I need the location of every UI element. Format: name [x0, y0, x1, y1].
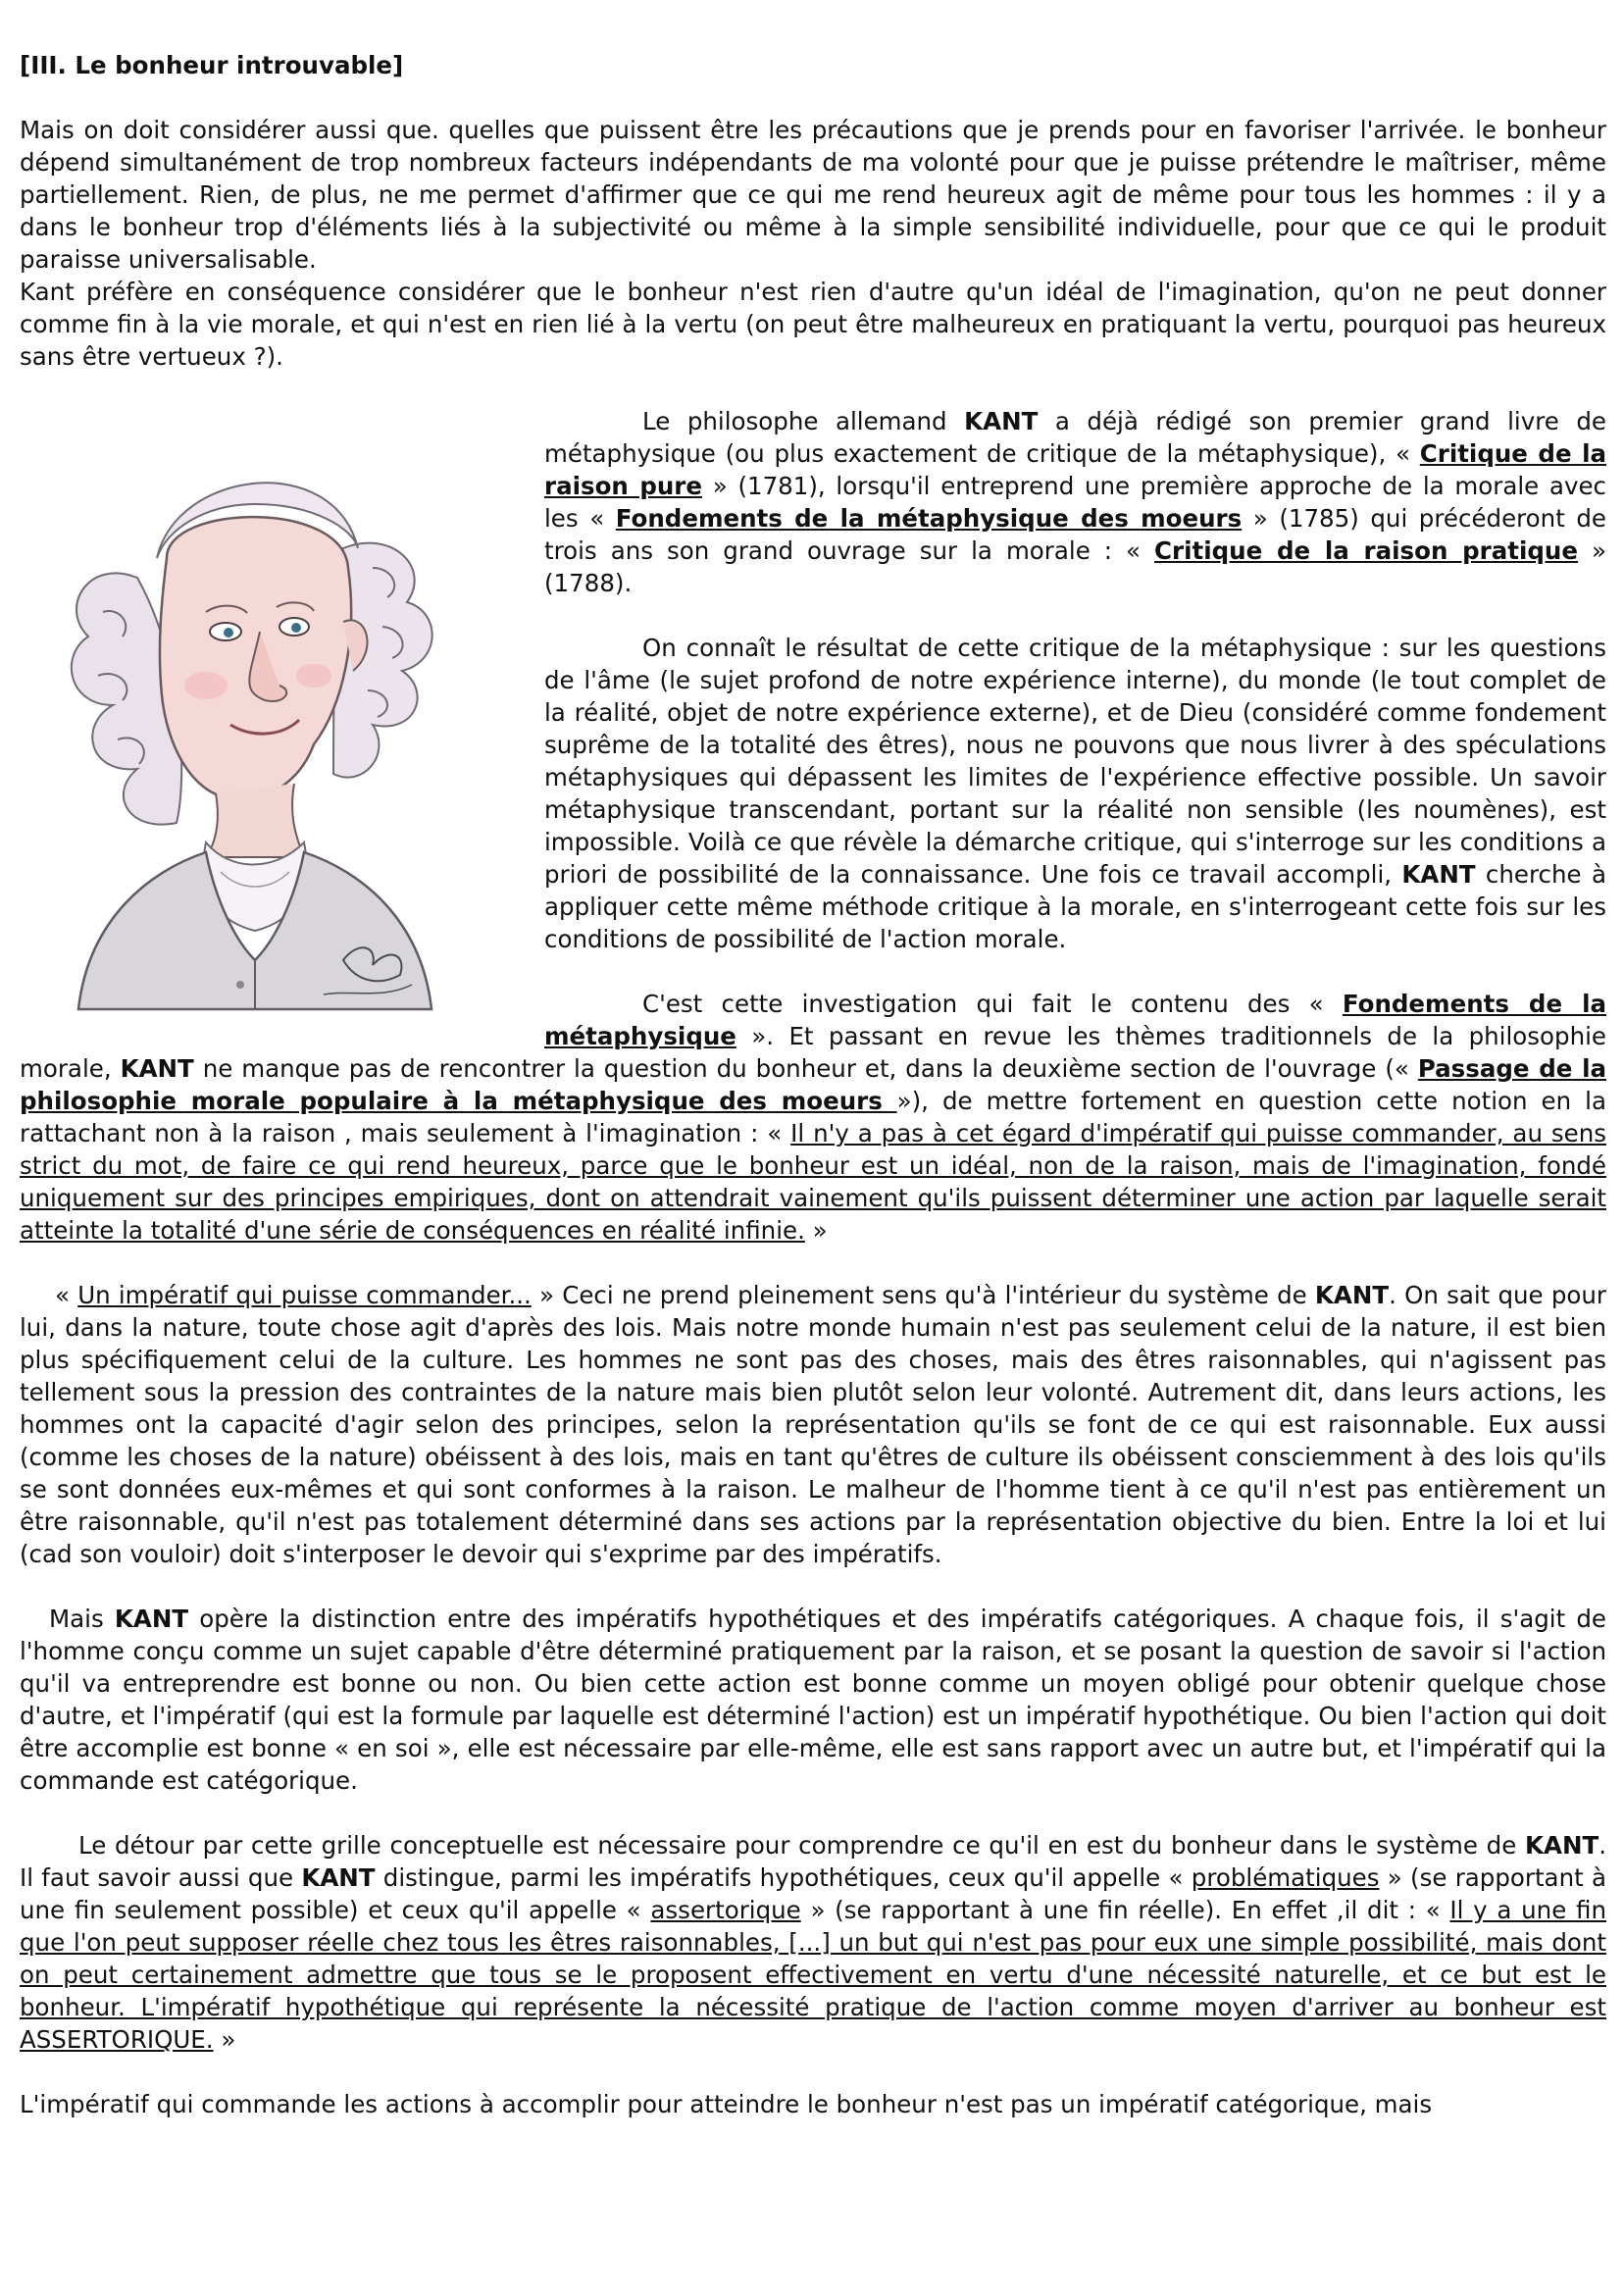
- link-fondements-metaphysique-moeurs[interactable]: Fondements de la métaphysique des moeurs: [615, 504, 1243, 533]
- text-run: ». Et passant en revue les thèmes traditionnels de la philosophie morale,: [20, 1022, 1606, 1083]
- text-run: On connaît le résultat de cette critique de la métaphysique : sur les questions de l'âme (le sujet profond de notre expérience interne), du monde (le tout complet de la réalité, objet de notre expérience externe), et de Dieu (considéré comme fondement suprême de la totalité des êtres), nous ne pouvons que nous livrer à des spéculations métaphysiques qui dépassent les limites de l'expérience effective possible. Un savoir métaphysique transcendant, portant sur la réalité non sensible (les noumènes), est impossible. Voilà ce que révèle la démarche critique, qui s'interroge sur les conditions a priori de possibilité de la connaissance. Une fois ce travail accompli,: [544, 634, 1606, 889]
- kant-name: KANT: [964, 407, 1039, 435]
- term-assertorique: assertorique: [650, 1896, 801, 1924]
- text-run: C'est cette investigation qui fait le contenu des «: [642, 990, 1343, 1018]
- kant-name: KANT: [301, 1863, 376, 1892]
- link-critique-raison-pure[interactable]: Critique de la raison pure: [544, 439, 1607, 500]
- text-run: » Ceci ne prend pleinement sens qu'à l'intérieur du système de: [531, 1281, 1315, 1309]
- section-title: [III. Le bonheur introuvable]: [20, 51, 404, 79]
- text-run: . Il faut savoir aussi que: [20, 1831, 1606, 1892]
- term-problematiques: problématiques: [1191, 1863, 1380, 1892]
- text-run: opère la distinction entre des impératifs hypothétiques et des impératifs catégoriques. A chaque fois, il s'agit de l'homme conçu comme un sujet capable d'être déterminé pratiquement par la raison, et se posant la question de savoir si l'action qu'il va entreprendre est bonne ou non. Ou bien cette action est bonne comme un moyen obligé pour obtenir quelque chose d'autre, et l'impératif (qui est la formule par laquelle est déterminé l'action) est un impératif hypothétique. Ou bien l'action qui doit être accomplie est bonne « en soi », elle est nécessaire par elle-même, elle est sans rapport avec un autre but, et l'impératif qui la commande est catégorique.: [20, 1605, 1606, 1795]
- text-run: Le détour par cette grille conceptuelle est nécessaire pour comprendre ce qu'il en est du bonheur dans le système de: [78, 1831, 1526, 1860]
- kant-name: KANT: [114, 1605, 189, 1633]
- kant-name: KANT: [1525, 1831, 1599, 1860]
- paragraph-investigation: [20, 988, 1606, 1247]
- intro-paragraph-1: Mais on doit considérer aussi que. quelles que puissent être les précautions que je prends pour en favoriser l'arrivée. le bonheur dépend simultanément de trop nombreux facteurs indépendants de ma volonté pour que je puisse prétendre le maîtriser, même partiellement. Rien, de plus, ne me permet d'affirmer que ce qui me rend heureux agit de même pour tous les hommes : il y a dans le bonheur trop d'éléments liés à la subjectivité ou même à la simple sensibilité individuelle, pour que ce qui le produit paraisse universalisable.: [20, 116, 1606, 274]
- text-run: » (se rapportant à une fin seulement possible) et ceux qu'il appelle «: [20, 1863, 1606, 1924]
- paragraph-grille: [20, 1829, 1606, 2056]
- quote-commander: Un impératif qui puisse commander...: [77, 1281, 532, 1309]
- text-run: . On sait que pour lui, dans la nature, toute chose agit d'après des lois. Mais notre monde humain n'est pas seulement celui de la nature, il est bien plus spécifiquement celui de la culture. Les hommes ne sont pas des choses, mais des êtres raisonnables, qui n'agissent pas tellement sous la pression des contraintes de la nature mais bien plutôt selon leur volonté. Autrement dit, dans leurs actions, les hommes ont la capacité d'agir selon des principes, selon la représentation qu'ils se font de ce qui est raisonnable. Eux aussi (comme les choses de la nature) obéissent à des lois, mais en tant qu'êtres de culture ils obéissent consciemment à des lois qu'ils se sont données eux-mêmes et qui sont conformes à la raison. Le malheur de l'homme tient à ce qu'il n'est pas entièrement un être raisonnable, qu'il n'est pas totalement déterminé dans ses actions par la représentation objective du bien. Entre la loi et lui (cad son vouloir) doit s'interposer le devoir qui s'exprime par des impératifs.: [20, 1281, 1606, 1568]
- quote-fin-bonheur: Il y a une fin que l'on peut supposer réelle chez tous les êtres raisonnables, [...] un but qui n'est pas pour eux une simple possibilité, mais dont on peut certainement admettre que tous se le proposent effectivement en vertu d'une nécessité naturelle, et ce but est le bonheur. L'impératif hypothétique qui représente la nécessité pratique de l'action comme moyen d'arriver au bonheur est ASSERTORIQUE.: [20, 1896, 1606, 2054]
- paragraph-distinction: [20, 1603, 1606, 1797]
- link-critique-raison-pratique[interactable]: Critique de la raison pratique: [1154, 536, 1578, 565]
- document-page: [20, 49, 1606, 2120]
- text-run: » (1785) qui précéderont de trois ans son grand ouvrage sur la morale : «: [544, 504, 1606, 565]
- kant-section: [20, 405, 1606, 1247]
- kant-caricature-image: [20, 411, 530, 1019]
- text-run: »: [804, 1216, 828, 1245]
- text-run: » (1788).: [544, 536, 1606, 597]
- paragraph-imperatif: [20, 1279, 1606, 1570]
- text-run: distingue, parmi les impératifs hypothétiques, ceux qu'il appelle «: [375, 1863, 1192, 1892]
- text-run: » (1781), lorsqu'il entreprend une première approche de la morale avec les «: [544, 472, 1606, 533]
- kant-name: KANT: [120, 1054, 194, 1083]
- quote-imperatif-bonheur: Il n'y a pas à cet égard d'impératif qui puisse commander, au sens strict du mot, de faire ce qui rend heureux, parce que le bonheur est un idéal, non de la raison, mais de l'imagination, fondé uniquement sur des principes empiriques, dont on attendrait vainement qu'ils puissent déterminer une action par laquelle serait atteinte la totalité d'une série de conséquences en réalité infinie.: [20, 1119, 1606, 1245]
- kant-name: KANT: [1401, 860, 1476, 889]
- text-run: cherche à appliquer cette même méthode critique à la morale, en s'interrogeant cette fois sur les conditions de possibilité de l'action morale.: [544, 860, 1606, 953]
- text-run: a déjà rédigé son premier grand livre de métaphysique (ou plus exactement de critique de la métaphysique), «: [544, 407, 1606, 468]
- text-run: »), de mettre fortement en question cette notion en la rattachant non à la raison , mais seulement à l'imagination : «: [20, 1087, 1606, 1147]
- text-run: «: [55, 1281, 78, 1309]
- paragraph-conclusion-start: L'impératif qui commande les actions à accomplir pour atteindre le bonheur n'est pas un impératif catégorique, mais: [20, 2090, 1433, 2118]
- text-run: Mais: [49, 1605, 115, 1633]
- text-run: »: [213, 2025, 236, 2054]
- intro-paragraph-2: Kant préfère en conséquence considérer que le bonheur n'est rien d'autre qu'un idéal de l'imagination, qu'on ne peut donner comme fin à la vie morale, et qui n'est en rien lié à la vertu (on peut être malheureux en pratiquant la vertu, pourquoi pas heureux sans être vertueux ?).: [20, 278, 1606, 371]
- kant-name: KANT: [1314, 1281, 1390, 1309]
- text-run: Le philosophe allemand: [642, 407, 965, 435]
- text-run: ne manque pas de rencontrer la question du bonheur et, dans la deuxième section de l'ouvrage («: [193, 1054, 1418, 1083]
- link-fondements-metaphysique[interactable]: Fondements de la métaphysique: [544, 990, 1606, 1050]
- link-passage-philosophie-morale[interactable]: Passage de la philosophie morale populaire à la métaphysique des moeurs: [20, 1054, 1606, 1115]
- text-run: » (se rapportant à une fin réelle). En effet ,il dit : «: [800, 1896, 1450, 1924]
